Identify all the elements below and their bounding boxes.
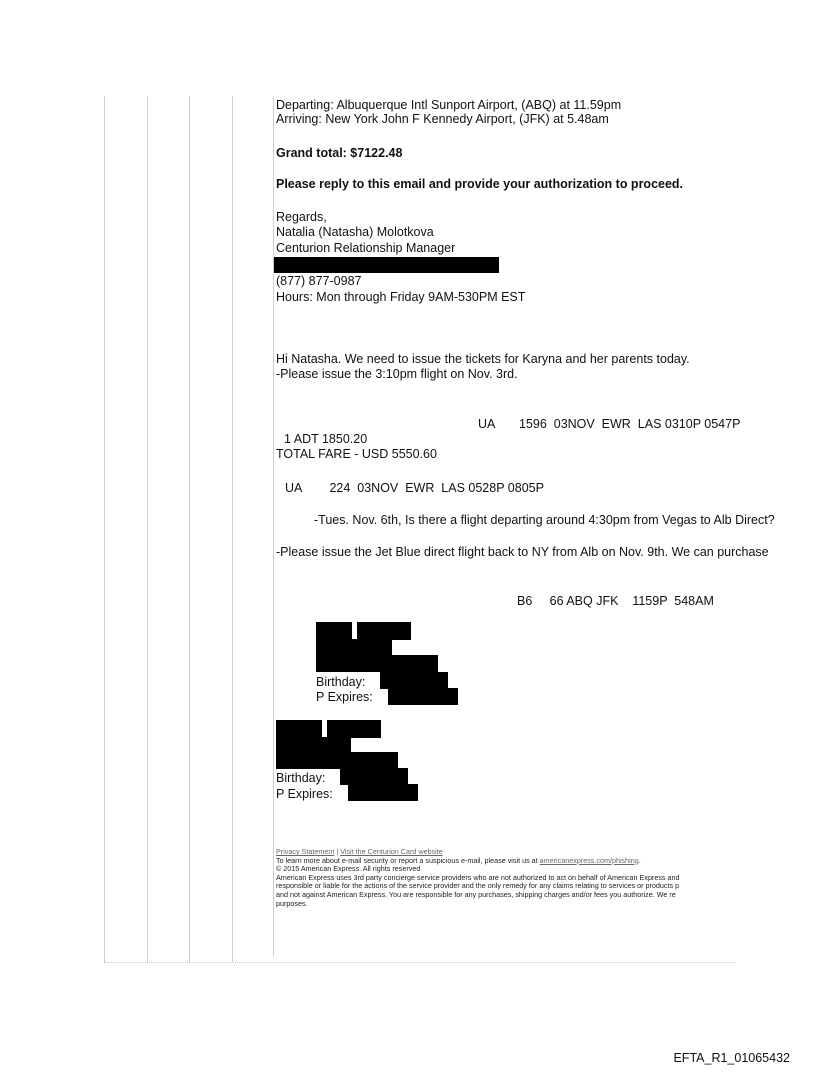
footer-copyright: © 2015 American Express. All rights reserved <box>276 864 421 874</box>
footer-disclaimer-line: responsible or liable for the actions of the service provider and the only remedy for any claims relating to services or products p <box>276 881 680 891</box>
signature-regards: Regards, <box>276 210 327 224</box>
flight-line-ua224: UA 224 03NOV EWR LAS 0528P 0805P <box>285 481 544 495</box>
total-fare: TOTAL FARE - USD 5550.60 <box>276 447 437 461</box>
flight-line-b6-66: B6 66 ABQ JFK 1159P 548AM <box>517 594 714 608</box>
redaction-block <box>316 622 352 640</box>
adt-fare: 1 ADT 1850.20 <box>284 432 368 446</box>
footer-period: . <box>638 855 641 865</box>
email-footer <box>276 848 680 908</box>
departing-line: Departing: Albuquerque Intl Sunport Airport, (ABQ) at 11.59pm <box>276 98 622 112</box>
passenger2-expires-label: P Expires: <box>276 787 333 801</box>
redaction-block <box>316 639 392 656</box>
passenger1-birthday-label: Birthday: <box>316 675 366 689</box>
passenger2-birthday-label: Birthday: <box>276 771 326 785</box>
redaction-block <box>327 720 381 738</box>
reply-greeting: Hi Natasha. We need to issue the tickets for Karyna and her parents today. <box>276 352 690 366</box>
vegas-question: -Tues. Nov. 6th, Is there a flight departing around 4:30pm from Vegas to Alb Direct? <box>314 513 775 527</box>
footer-disclaimer-line: and not against American Express. You are responsible for any purchases, shipping charges and/or fees you authorize. We re <box>276 889 676 899</box>
reply-request: Please reply to this email and provide your authorization to proceed. <box>276 177 684 191</box>
column-divider <box>273 96 274 956</box>
signature-title: Centurion Relationship Manager <box>276 241 456 255</box>
column-divider <box>189 96 190 962</box>
redaction-block <box>274 257 499 273</box>
redaction-block <box>340 768 408 785</box>
signature-name: Natalia (Natasha) Molotkova <box>276 225 434 239</box>
phishing-link[interactable]: americanexpress.com/phishing <box>539 855 639 865</box>
column-divider <box>104 96 105 962</box>
column-divider <box>232 96 233 962</box>
jetblue-request: -Please issue the Jet Blue direct flight back to NY from Alb on Nov. 9th. We can purchase <box>276 545 769 559</box>
reply-issue-flight: -Please issue the 3:10pm flight on Nov. 3rd. <box>276 367 518 381</box>
arriving-line: Arriving: New York John F Kennedy Airport, (JFK) at 5.48am <box>276 112 609 126</box>
footer-security-text: To learn more about e-mail security or report a suspicious e-mail, please visit us at <box>276 855 540 865</box>
redaction-block <box>357 622 411 640</box>
redaction-block <box>276 752 398 769</box>
passenger1-expires-label: P Expires: <box>316 690 373 704</box>
footer-disclaimer-line: American Express uses 3rd party concierge service providers who are not authorized to act on behalf of American Express and <box>276 872 680 882</box>
page-id: EFTA_R1_01065432 <box>673 1051 790 1065</box>
redaction-block <box>316 655 438 672</box>
privacy-statement-link[interactable]: Privacy Statement <box>276 847 335 856</box>
footer-disclaimer-line: purposes. <box>276 898 308 908</box>
footer-link-separator: | <box>334 847 341 856</box>
redaction-block <box>276 720 322 738</box>
centurion-website-link[interactable]: Visit the Centurion Card website <box>340 847 443 856</box>
redaction-block <box>388 688 458 705</box>
grand-total: Grand total: $7122.48 <box>276 146 403 160</box>
frame-bottom-border <box>104 962 736 963</box>
redaction-block <box>380 672 448 689</box>
signature-hours: Hours: Mon through Friday 9AM-530PM EST <box>276 290 526 304</box>
redaction-block <box>348 784 418 801</box>
signature-phone: (877) 877-0987 <box>276 274 362 288</box>
column-divider <box>147 96 148 962</box>
flight-line-ua1596: UA 1596 03NOV EWR LAS 0310P 0547P <box>478 417 741 431</box>
